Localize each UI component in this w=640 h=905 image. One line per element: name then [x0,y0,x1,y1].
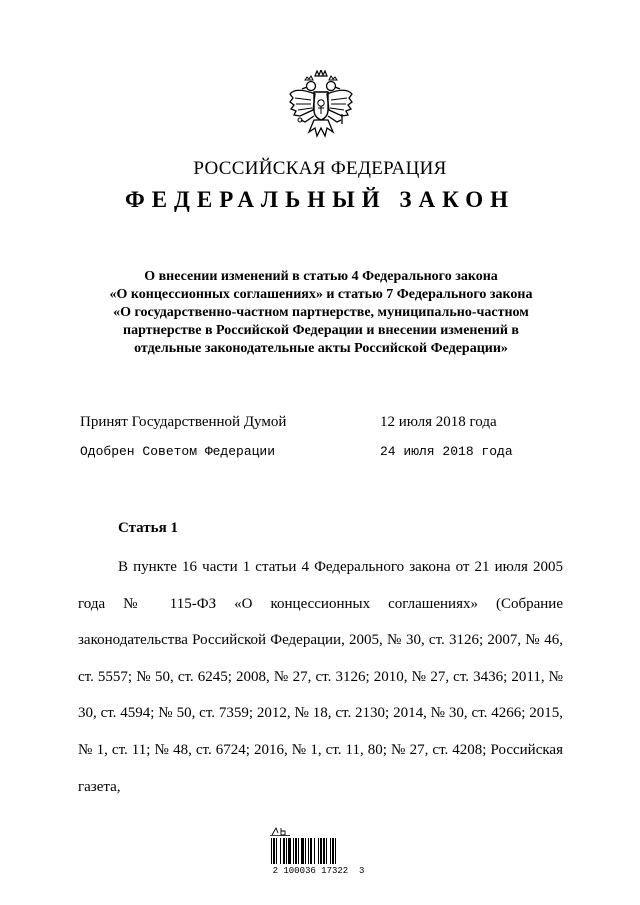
law-title-line: «О концессионных соглашениях» и статью 7 Федерального закона [109,287,533,302]
document-barcode [270,826,365,882]
law-title-line: отдельные законодательные акты Российской Федерации» [134,341,508,356]
law-type-heading: ФЕДЕРАЛЬНЫЙ ЗАКОН [124,187,516,212]
duma-adoption-date: 12 июля 2018 года [380,414,497,430]
coat-of-arms-icon [287,70,355,142]
law-title-line: партнерстве в Российской Федерации и внесении изменений в [123,323,519,338]
council-approval-label: Одобрен Советом Федерации [80,444,276,459]
article-paragraph: В пункте 16 части 1 статьи 4 Федерального закона от 21 июля 2005 года № 115-ФЗ «О концессионных соглашениях» (Собрание законодательства Российской Федерации, 2005, № 30, ст. 3126; 2007, № 46, ст. 5557; № 50, ст. 6245; 2008, № 27, ст. 3126; 2010, № 27, ст. 3436; 2011, № 30, ст. 4594; № 50, ст. 7359; 2012, № 18, ст. 2130; 2014, № 30, ст. 4266; 2015, № 1, ст. 11; № 48, ст. 6724; 2016, № 1, ст. 11, 80; № 27, ст. 4208; Российская газета, [78,559,563,795]
country-name: РОССИЙСКАЯ ФЕДЕРАЦИЯ [193,158,447,179]
duma-adoption-label: Принят Государственной Думой [80,414,287,430]
law-title-line: О внесении изменений в статью 4 Федерального закона [144,269,498,284]
barcode-bars [270,838,365,864]
barcode-mark [270,826,290,836]
council-approval-date: 24 июля 2018 года [380,444,513,459]
law-title [90,268,552,358]
article-heading: Статья 1 [118,520,178,536]
law-title-line: «О государственно-частном партнерстве, муниципально-частном [113,305,529,320]
article-body [78,549,563,805]
barcode-number: 2 100036 17322 3 [272,866,365,876]
